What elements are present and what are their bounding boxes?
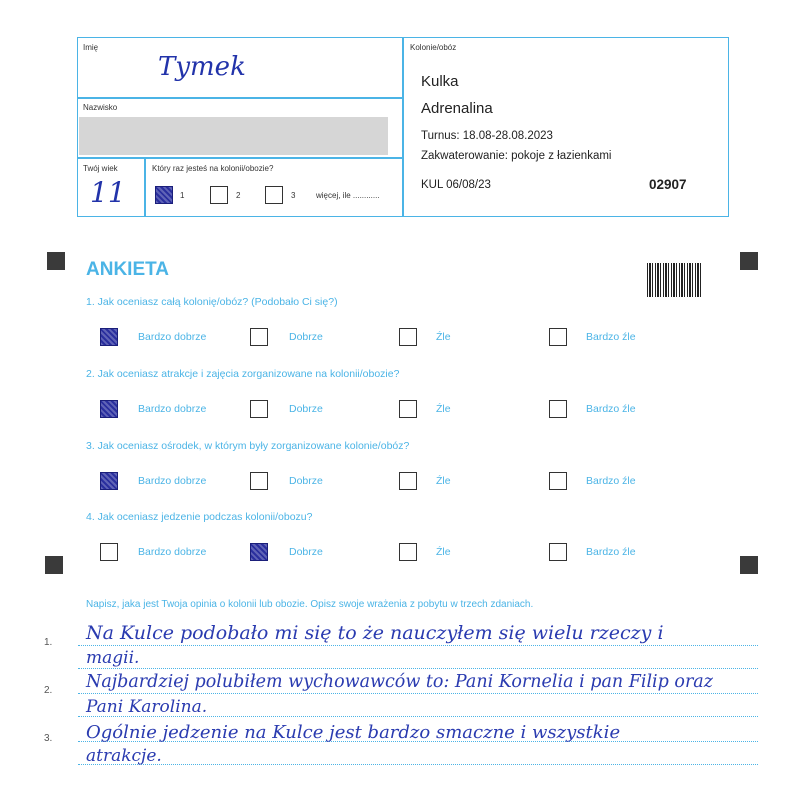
registration-marker-top-left bbox=[47, 252, 65, 270]
question-4-option-2-label: Dobrze bbox=[289, 546, 323, 558]
question-1-text: 1. Jak oceniasz całą kolonię/obóz? (Podobało Ci się?) bbox=[86, 296, 338, 308]
survey-title: ANKIETA bbox=[86, 259, 170, 280]
question-3-text: 3. Jak oceniasz ośrodek, w którym były zorganizowane kolonie/obóz? bbox=[86, 440, 410, 452]
age-value[interactable]: 11 bbox=[90, 176, 126, 209]
question-1-option-3-checkbox[interactable] bbox=[399, 328, 417, 346]
handwriting-line-3[interactable]: Najbardziej polubiłem wychowawców to: Pani Kornelia i pan Filip oraz bbox=[86, 672, 713, 692]
line-number-1: 1. bbox=[44, 637, 53, 648]
times-label: Który raz jesteś na kolonii/obozie? bbox=[152, 164, 274, 173]
registration-marker-mid-right bbox=[740, 556, 758, 574]
age-divider bbox=[144, 157, 146, 217]
handwriting-line-2[interactable]: magii. bbox=[86, 648, 140, 668]
camp-code: KUL 06/08/23 bbox=[421, 179, 491, 191]
question-3-option-4-label: Bardzo źle bbox=[586, 475, 636, 487]
question-3-option-4-checkbox[interactable] bbox=[549, 472, 567, 490]
registration-marker-mid-left bbox=[45, 556, 63, 574]
question-3-option-3-label: Źle bbox=[436, 475, 451, 487]
handwriting-line-6[interactable]: atrakcje. bbox=[86, 746, 162, 766]
question-4-option-2-checkbox[interactable] bbox=[250, 543, 268, 561]
handwriting-line-4[interactable]: Pani Karolina. bbox=[86, 697, 208, 717]
form-number: 02907 bbox=[649, 177, 687, 192]
times-option-more: więcej, ile ............ bbox=[316, 191, 380, 200]
age-label: Twój wiek bbox=[83, 164, 118, 173]
question-1-option-2-checkbox[interactable] bbox=[250, 328, 268, 346]
writing-line bbox=[78, 693, 758, 694]
name-value[interactable]: Tymek bbox=[158, 52, 246, 82]
registration-marker-top-right bbox=[740, 252, 758, 270]
accommodation-text: Zakwaterowanie: pokoje z łazienkami bbox=[421, 150, 612, 162]
name-label: Imię bbox=[83, 43, 99, 52]
question-3-option-1-label: Bardzo dobrze bbox=[138, 475, 207, 487]
times-option-3: 3 bbox=[291, 191, 296, 200]
times-checkbox-3[interactable] bbox=[265, 186, 283, 204]
question-2-text: 2. Jak oceniasz atrakcje i zajęcia zorganizowane na kolonii/obozie? bbox=[86, 368, 400, 380]
opinion-prompt: Napisz, jaka jest Twoja opinia o kolonii lub obozie. Opisz swoje wrażenia z pobytu w trzech zdaniach. bbox=[86, 599, 534, 610]
question-2-option-2-label: Dobrze bbox=[289, 403, 323, 415]
question-1-option-4-label: Bardzo źle bbox=[586, 331, 636, 343]
question-1-option-3-label: Źle bbox=[436, 331, 451, 343]
question-2-option-1-checkbox[interactable] bbox=[100, 400, 118, 418]
question-2-option-3-checkbox[interactable] bbox=[399, 400, 417, 418]
question-4-option-4-label: Bardzo źle bbox=[586, 546, 636, 558]
handwriting-line-5[interactable]: Ogólnie jedzenie na Kulce jest bardzo smaczne i wszystkie bbox=[86, 722, 621, 743]
header-divider bbox=[402, 37, 404, 217]
handwriting-line-1[interactable]: Na Kulce podobało mi się to że nauczyłem się wielu rzeczy i bbox=[86, 622, 664, 644]
surname-label: Nazwisko bbox=[83, 103, 118, 112]
line-number-3: 3. bbox=[44, 733, 53, 744]
question-1-option-1-checkbox[interactable] bbox=[100, 328, 118, 346]
times-option-2: 2 bbox=[236, 191, 241, 200]
question-4-option-1-label: Bardzo dobrze bbox=[138, 546, 207, 558]
question-2-option-2-checkbox[interactable] bbox=[250, 400, 268, 418]
question-1-option-1-label: Bardzo dobrze bbox=[138, 331, 207, 343]
times-checkbox-1[interactable] bbox=[155, 186, 173, 204]
name-divider bbox=[77, 97, 403, 99]
camp-name-line2: Adrenalina bbox=[421, 100, 493, 117]
barcode bbox=[647, 263, 701, 297]
question-2-option-4-label: Bardzo źle bbox=[586, 403, 636, 415]
question-3-option-1-checkbox[interactable] bbox=[100, 472, 118, 490]
camp-name-line1: Kulka bbox=[421, 73, 459, 90]
question-3-option-2-label: Dobrze bbox=[289, 475, 323, 487]
writing-line bbox=[78, 668, 758, 669]
surname-redaction bbox=[79, 117, 388, 155]
question-1-option-2-label: Dobrze bbox=[289, 331, 323, 343]
turnus-text: Turnus: 18.08-28.08.2023 bbox=[421, 130, 553, 142]
question-3-option-2-checkbox[interactable] bbox=[250, 472, 268, 490]
times-checkbox-2[interactable] bbox=[210, 186, 228, 204]
surname-divider bbox=[77, 157, 403, 159]
question-4-option-4-checkbox[interactable] bbox=[549, 543, 567, 561]
question-4-option-1-checkbox[interactable] bbox=[100, 543, 118, 561]
writing-line bbox=[78, 645, 758, 646]
question-2-option-3-label: Źle bbox=[436, 403, 451, 415]
question-2-option-4-checkbox[interactable] bbox=[549, 400, 567, 418]
times-option-1: 1 bbox=[180, 191, 185, 200]
question-1-option-4-checkbox[interactable] bbox=[549, 328, 567, 346]
question-4-option-3-label: Źle bbox=[436, 546, 451, 558]
question-4-text: 4. Jak oceniasz jedzenie podczas kolonii/obozu? bbox=[86, 511, 313, 523]
line-number-2: 2. bbox=[44, 685, 53, 696]
question-2-option-1-label: Bardzo dobrze bbox=[138, 403, 207, 415]
writing-line bbox=[78, 764, 758, 765]
question-3-option-3-checkbox[interactable] bbox=[399, 472, 417, 490]
question-4-option-3-checkbox[interactable] bbox=[399, 543, 417, 561]
camp-label: Kolonie/obóz bbox=[410, 43, 457, 52]
